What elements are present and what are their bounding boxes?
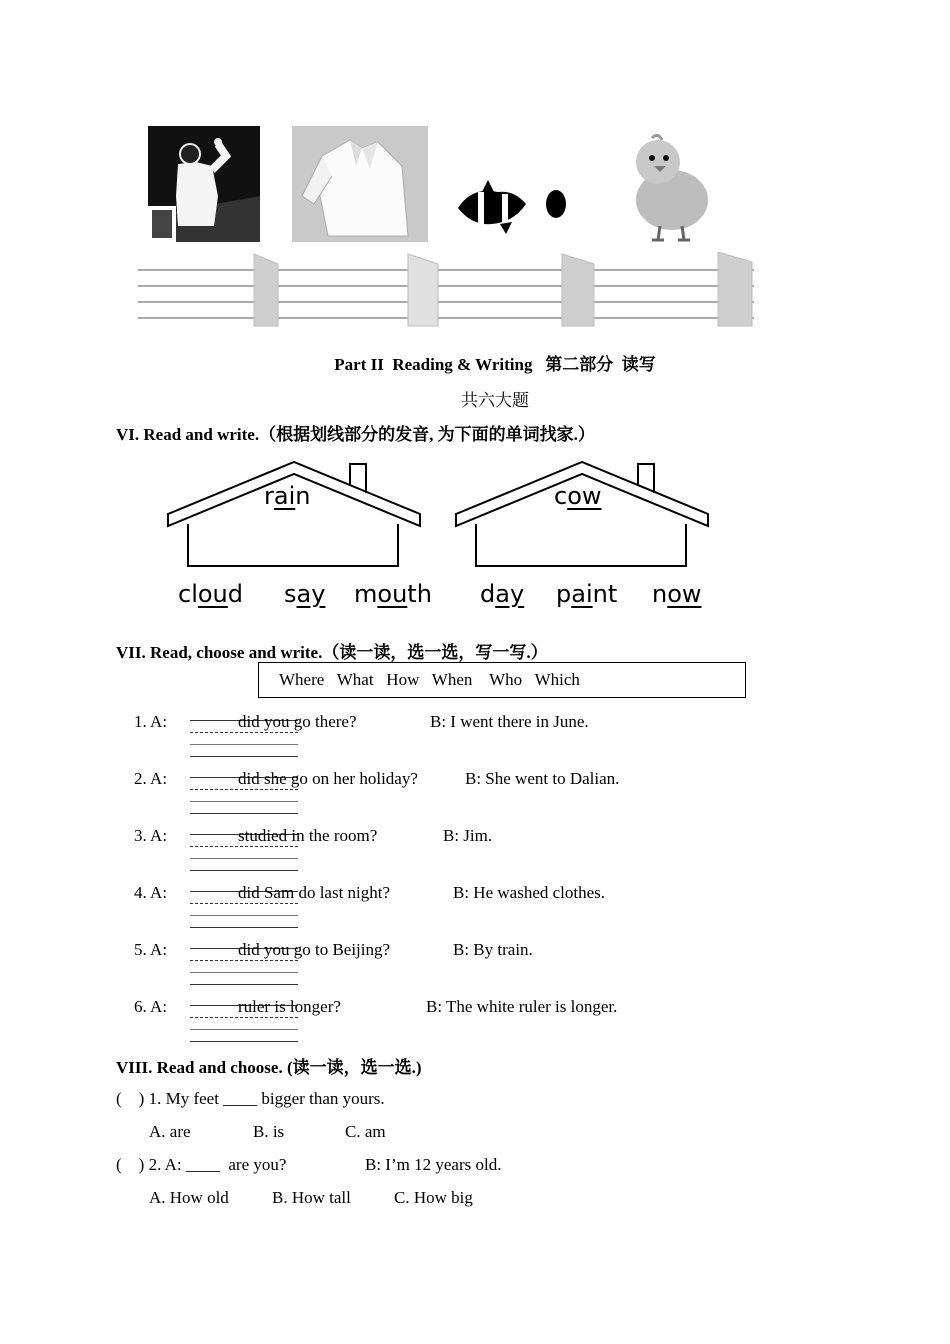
fish-picture bbox=[452, 178, 570, 234]
section-vii-title: VII. Read, choose and write.（读一读，选一选，写一写.） bbox=[116, 643, 548, 662]
answer-text: B: He washed clothes. bbox=[453, 883, 606, 902]
question-text: studied in the room? bbox=[238, 826, 378, 845]
section-viii-title: VIII. Read and choose. (读一读，选一选.) bbox=[116, 1058, 422, 1077]
question-number: 4. A: bbox=[134, 883, 168, 902]
question-number: 2. A: bbox=[134, 769, 168, 788]
question-text: ruler is longer? bbox=[238, 997, 341, 1016]
section-vi-title: VI. Read and write.（根据划线部分的发音, 为下面的单词找家.） bbox=[116, 425, 595, 444]
question-number: 1. A: bbox=[134, 712, 168, 731]
word-say: say bbox=[284, 580, 326, 608]
teacher-picture bbox=[148, 126, 260, 242]
house-rain bbox=[166, 460, 422, 572]
house-cow bbox=[454, 460, 710, 572]
word-paint: paint bbox=[556, 580, 618, 608]
part-subtitle: 共六大题 bbox=[461, 391, 529, 410]
question-number: 6. A: bbox=[134, 997, 168, 1016]
answer-text: B: I went there in June. bbox=[430, 712, 589, 731]
house-word: rain bbox=[264, 482, 311, 510]
word-cloud: cloud bbox=[178, 580, 244, 608]
question-2-answer: B: I’m 12 years old. bbox=[365, 1155, 502, 1174]
chick-picture bbox=[624, 132, 714, 244]
picture-answer-lines bbox=[138, 252, 754, 328]
question-text: did you go there? bbox=[238, 712, 357, 731]
answer-text: B: She went to Dalian. bbox=[465, 769, 620, 788]
question-number: 5. A: bbox=[134, 940, 168, 959]
answer-text: B: Jim. bbox=[443, 826, 493, 845]
q1-option-a[interactable]: A. are bbox=[149, 1122, 191, 1141]
part-title: Part II Reading & Writing 第二部分 读写 bbox=[334, 355, 656, 374]
q1-option-b[interactable]: B. is bbox=[253, 1122, 285, 1141]
question-number: 3. A: bbox=[134, 826, 168, 845]
question-2: ( ) 2. A: ____ are you? bbox=[116, 1155, 287, 1174]
house-word: cow bbox=[554, 482, 602, 510]
word-mouth: mouth bbox=[354, 580, 432, 608]
question-text: did she go on her holiday? bbox=[238, 769, 418, 788]
question-text: did Sam do last night? bbox=[238, 883, 391, 902]
q1-option-c[interactable]: C. am bbox=[345, 1122, 386, 1141]
q2-option-c[interactable]: C. How big bbox=[394, 1188, 473, 1207]
q2-option-a[interactable]: A. How old bbox=[149, 1188, 229, 1207]
q2-option-b[interactable]: B. How tall bbox=[272, 1188, 351, 1207]
answer-text: B: The white ruler is longer. bbox=[426, 997, 618, 1016]
word-options-box bbox=[258, 662, 746, 698]
shirt-picture bbox=[292, 126, 428, 242]
word-day: day bbox=[480, 580, 525, 608]
word-now: now bbox=[652, 580, 702, 608]
answer-text: B: By train. bbox=[453, 940, 533, 959]
word-options: Where What How When Who Which bbox=[279, 670, 580, 689]
question-text: did you go to Beijing? bbox=[238, 940, 391, 959]
question-1: ( ) 1. My feet ____ bigger than yours. bbox=[116, 1089, 385, 1108]
